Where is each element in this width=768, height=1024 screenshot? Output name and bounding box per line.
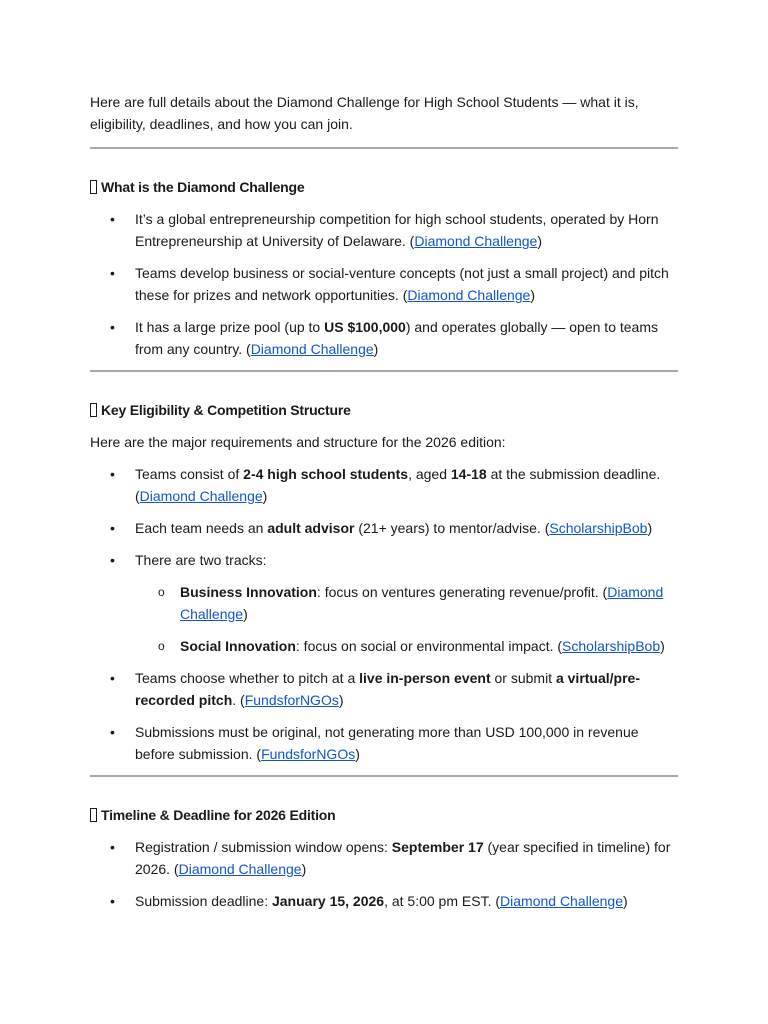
list-item: • Registration / submission window opens: September 17 (year specified in timeline) for 2026. (Diamond Challenge) (90, 836, 678, 880)
section-eligibility-header (90, 399, 678, 421)
source-link[interactable]: Diamond Challenge (178, 861, 302, 877)
list-item: • Submissions must be original, not generating more than USD 100,000 in revenue before submission. (FundsforNGOs) (90, 721, 678, 765)
source-link[interactable]: ScholarshipBob (549, 520, 648, 536)
section-what-is-header (90, 176, 678, 198)
sub-list-item: o Social Innovation: focus on social or environmental impact. (ScholarshipBob) (90, 635, 678, 657)
document-body (90, 91, 678, 922)
source-link[interactable]: FundsforNGOs (244, 692, 339, 708)
missing-glyph-icon (90, 180, 97, 194)
missing-glyph-icon (90, 403, 97, 417)
source-link[interactable]: Diamond Challenge (180, 584, 664, 622)
intro-paragraph: Here are full details about the Diamond Challenge for High School Students — what it is, eligibility, deadlines, and how you can join. (90, 94, 639, 132)
list-item: • Teams choose whether to pitch at a live in-person event or submit a virtual/pre-recorded pitch. (FundsforNGOs) (90, 667, 678, 711)
list-item: • There are two tracks: o Business Innovation: focus on ventures generating revenue/profit. (Diamond Challenge) o Social Innovation: focus on social or environmental impact. (ScholarshipBob) (90, 549, 678, 657)
source-link[interactable]: Diamond Challenge (500, 893, 623, 909)
section-heading: Key Eligibility & Competition Structure (101, 402, 351, 418)
divider (90, 370, 678, 372)
bullet-list (90, 208, 678, 360)
list-item: • Each team needs an adult advisor (21+ years) to mentor/advise. (ScholarshipBob) (90, 517, 678, 539)
list-item: • It has a large prize pool (up to US $100,000) and operates globally — open to teams from any country. (Diamond Challenge) (90, 316, 678, 360)
source-link[interactable]: ScholarshipBob (562, 638, 661, 654)
list-item: • Submission deadline: January 15, 2026, at 5:00 pm EST. (Diamond Challenge) (90, 890, 678, 912)
list-item: • Teams consist of 2-4 high school students, aged 14-18 at the submission deadline. (Diamond Challenge) (90, 463, 678, 507)
divider (90, 147, 678, 149)
source-link[interactable]: Diamond Challenge (407, 287, 531, 303)
source-link[interactable]: Diamond Challenge (139, 488, 263, 504)
source-link[interactable]: Diamond Challenge (414, 233, 538, 249)
source-link[interactable]: FundsforNGOs (261, 746, 356, 762)
missing-glyph-icon (90, 808, 97, 822)
section-timeline-header (90, 804, 678, 826)
bullet-list (90, 463, 678, 765)
list-item: • Teams develop business or social-venture concepts (not just a small project) and pitch these for prizes and network opportunities. (Diamond Challenge) (90, 262, 678, 306)
sub-list-item: o Business Innovation: focus on ventures generating revenue/profit. (Diamond Challenge) (90, 581, 678, 625)
list-item: • It’s a global entrepreneurship competition for high school students, operated by Horn Entrepreneurship at University of Delaware. (Diamond Challenge) (90, 208, 678, 252)
divider (90, 775, 678, 777)
bullet-list (90, 836, 678, 912)
sub-list (135, 581, 678, 657)
section-heading: Timeline & Deadline for 2026 Edition (101, 807, 336, 823)
section-lead: Here are the major requirements and structure for the 2026 edition: (90, 434, 506, 450)
source-link[interactable]: Diamond Challenge (250, 341, 374, 357)
section-heading: What is the Diamond Challenge (101, 179, 305, 195)
